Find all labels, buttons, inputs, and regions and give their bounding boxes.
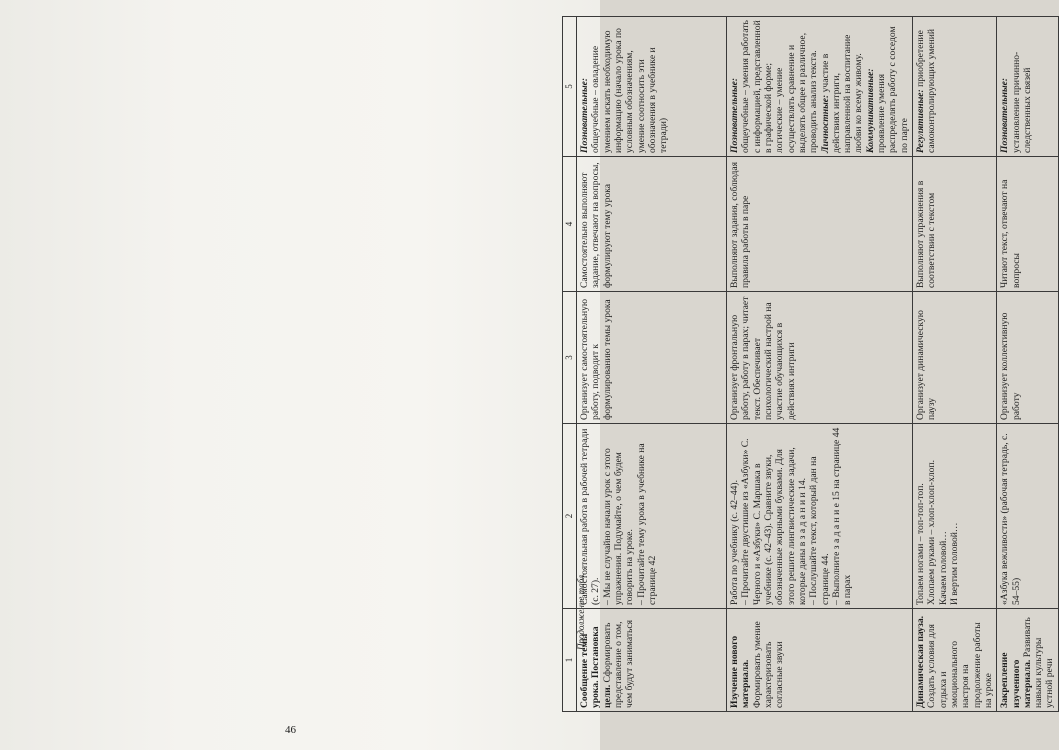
uud-heading: Познавательные:	[729, 77, 740, 153]
uud-heading: Познавательные:	[999, 77, 1011, 153]
stage-title: Динамическая пауза.	[915, 615, 926, 708]
teacher-content: «Азбука вежливости» (рабочая тетрадь, с. 54–55)	[999, 433, 1022, 605]
uud-heading: Коммуникативные:	[864, 68, 876, 153]
continuation-note: Продолжение табл.	[576, 572, 586, 650]
student-activity: Самостоятельно выполняют задание, отвечают на вопросы, формулируют тему урока	[579, 162, 613, 288]
uud-text: приобретение самоконтролирующих умений	[915, 28, 938, 153]
teacher-content-cell	[913, 424, 997, 609]
lesson-plan-table	[562, 16, 1059, 712]
student-activity: Выполняют задания, соблюдая правила работы в паре	[729, 162, 752, 288]
stage-title: Сообщение темы урока. Постановка цели.	[579, 626, 613, 708]
uud-heading: Личностные:	[819, 94, 831, 153]
teacher-activity: Организует самостоятельную работу, подводит к формулированию темы урока	[579, 298, 613, 420]
student-activity: Читают текст, отвечают на вопросы	[999, 179, 1022, 288]
stage-text: Развивать навыки культуры устной речи	[1021, 617, 1056, 708]
uud-heading: Познавательные:	[579, 77, 590, 153]
teacher-activity-cell	[577, 292, 727, 424]
student-activity-cell	[727, 157, 913, 292]
stage-title: Изучение нового материала.	[729, 635, 752, 708]
teacher-content: Самостоятельная работа в рабочей тетради (с. 27). – Мы не случайно начали урок с этого упражнения. Подумайте, о чем будем говорить на уроке. – Прочитайте тему урока в учебнике на странице 42	[579, 428, 658, 605]
stage-title: Закрепление изученного материала.	[999, 652, 1033, 708]
table-row	[727, 17, 913, 712]
uud-cell	[577, 17, 727, 157]
student-activity-cell	[913, 157, 997, 292]
teacher-content: Топаем ногами – топ-топ-топ. Хлопаем руками – хлоп-хлоп-хлоп. Качаем головой… И вертим головой…	[915, 459, 960, 605]
stage-cell	[913, 609, 997, 712]
table-row	[577, 17, 727, 712]
uud-heading: Регулятивные:	[915, 89, 926, 153]
rotated-table-container	[562, 17, 1056, 712]
uud-cell	[913, 17, 997, 157]
column-number-row	[563, 17, 577, 712]
teacher-content-cell	[727, 424, 913, 609]
uud-text: общеучебные – умения работать с информацией, представленной в графической форме; логические – умение осуществлять сравнение и выделять общее и различное, проводить анализ текста.	[740, 20, 820, 153]
stage-cell	[727, 609, 913, 712]
teacher-content: Работа по учебнику (с. 42–44). – Прочитайте двустишие из «Азбуки» С. Черного и «Азбуки» С. Маршака в учебнике (с. 42–43). Сравните звуки, обозначенные жирными буквами. Для этого решите лингвистические задачи, которые даны в з а д а н и и 14. – Послушайте текст, который дан на странице 44. – Выполните з а д а н и е 15 на странице 44 в парах	[729, 427, 854, 605]
teacher-activity: Организует коллективную работу	[999, 312, 1022, 420]
uud-text: общеучебные – овладение умением искать необходимую информацию (начало урока по условным обозначениям, умение соотносить эти обозначения в учебнике и тетради)	[590, 28, 670, 153]
column-number: 5	[563, 17, 577, 157]
column-number: 1	[563, 609, 577, 712]
teacher-activity: Организует фронтальную работу, работу в парах; читает текст. Обеспечивает психологический настрой на участие обучающихся в действиях интриги	[729, 296, 797, 420]
column-number: 3	[563, 292, 577, 424]
stage-text: Сформировать представление о том, чем будут заниматься	[601, 619, 636, 708]
column-number: 2	[563, 424, 577, 609]
uud-cell	[997, 17, 1059, 157]
stage-cell	[997, 609, 1059, 712]
student-activity: Выполняют упражнения в соответствии с текстом	[915, 180, 938, 288]
teacher-content-cell	[577, 424, 727, 609]
uud-text: участие в действиях интриги, направленной на воспитание любви ко всему живому.	[819, 34, 865, 153]
teacher-content-cell	[997, 424, 1059, 609]
uud-text: проявление умения распределять работу с соседом по парте	[876, 26, 910, 153]
teacher-activity: Организует динамическую паузу	[915, 310, 938, 420]
uud-text: установление причинно-следственных связей	[1010, 51, 1033, 153]
stage-cell	[577, 609, 727, 712]
teacher-activity-cell	[727, 292, 913, 424]
stage-text: Создать условия для отдыха и эмоционального настроя на продолжение работы на уроке	[926, 622, 994, 708]
teacher-activity-cell	[913, 292, 997, 424]
table-row	[913, 17, 997, 712]
column-number: 4	[563, 157, 577, 292]
table-row	[997, 17, 1059, 712]
page-number: 46	[285, 724, 296, 736]
uud-cell	[727, 17, 913, 157]
stage-text: Формировать умение характеризовать согласные звуки	[751, 621, 786, 708]
student-activity-cell	[997, 157, 1059, 292]
teacher-activity-cell	[997, 292, 1059, 424]
student-activity-cell	[577, 157, 727, 292]
